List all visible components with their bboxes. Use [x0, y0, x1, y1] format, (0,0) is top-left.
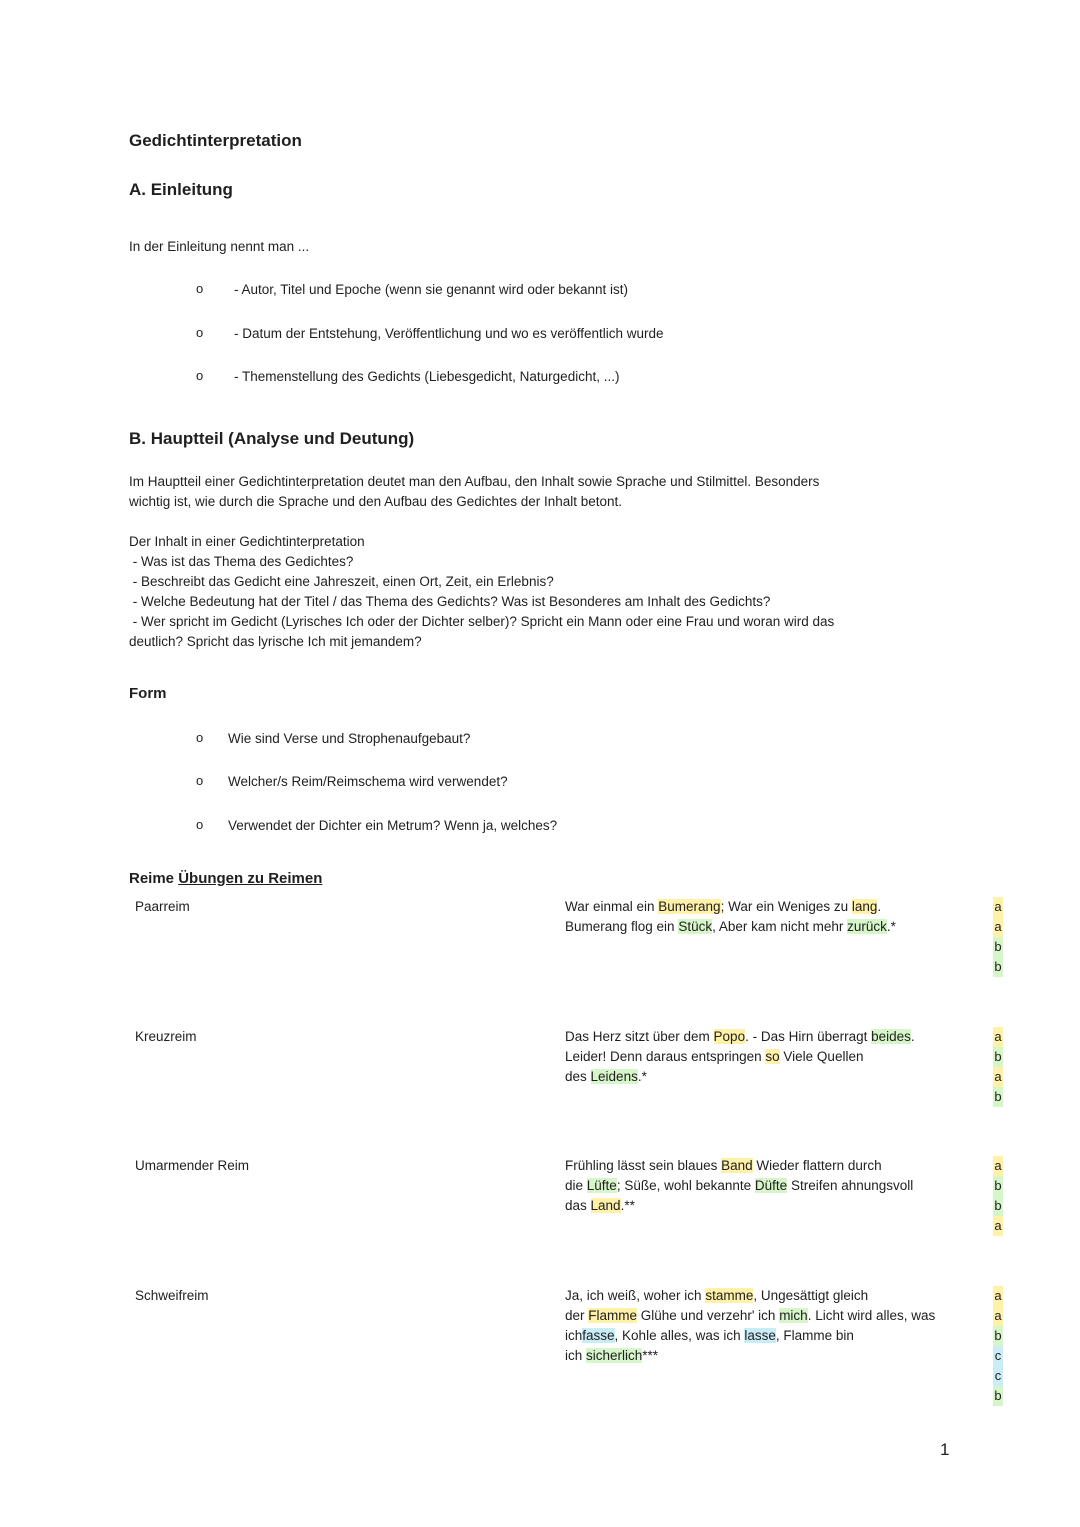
poem-text: Glühe und verzehr' ich — [637, 1308, 780, 1323]
rhyme-scheme-letter: a — [993, 1067, 1003, 1087]
rhyme-word: lasse — [744, 1328, 776, 1343]
bullet-icon: o — [196, 325, 204, 340]
rhyme-word: Leidens — [590, 1069, 638, 1084]
poem-line — [565, 1067, 647, 1087]
inhalt-line: - Was ist das Thema des Gedichtes? — [129, 554, 354, 569]
poem-text: . - Das Hirn überragt — [745, 1029, 872, 1044]
rhyme-word: zurück — [847, 919, 887, 934]
poem-text: Viele Quellen — [779, 1049, 864, 1064]
reime-exercises-link[interactable]: Übungen zu Reimen — [178, 870, 323, 887]
poem-text: War einmal ein — [565, 899, 659, 914]
rhyme-word: Lüfte — [586, 1178, 617, 1193]
rhyme-word: Stück — [678, 919, 713, 934]
rhyme-word: Bumerang — [658, 899, 721, 914]
rhyme-type-label: Paarreim — [135, 899, 190, 914]
poem-text: Leider! Denn daraus entspringen — [565, 1049, 766, 1064]
poem-line — [565, 917, 896, 937]
poem-text: das — [565, 1198, 591, 1213]
bullet-icon: o — [196, 817, 204, 832]
einleitung-item: - Themenstellung des Gedichts (Liebesgedicht, Naturgedicht, ...) — [234, 369, 620, 384]
rhyme-scheme-letter: b — [993, 957, 1003, 977]
poem-text: . — [877, 899, 882, 914]
rhyme-word: Flamme — [588, 1308, 638, 1323]
poem-text: . — [910, 1029, 915, 1044]
form-item: Verwendet der Dichter ein Metrum? Wenn ja, welches? — [228, 818, 558, 833]
rhyme-word: fasse — [582, 1328, 615, 1343]
poem-line — [565, 1286, 868, 1306]
inhalt-line: Der Inhalt in einer Gedichtinterpretation — [129, 534, 365, 549]
rhyme-scheme-letter: a — [993, 1306, 1003, 1326]
poem-text: ; Süße, wohl bekannte — [616, 1178, 755, 1193]
inhalt-line: - Wer spricht im Gedicht (Lyrisches Ich oder der Dichter selber)? Spricht ein Mann oder eine Frau und woran wird das — [129, 614, 835, 629]
bullet-icon: o — [196, 368, 204, 383]
poem-text: *** — [642, 1348, 659, 1363]
rhyme-scheme-letter: a — [993, 1027, 1003, 1047]
poem-line — [565, 1027, 915, 1047]
page-number: 1 — [940, 1440, 950, 1459]
poem-line — [565, 1306, 935, 1326]
poem-text: des — [565, 1069, 591, 1084]
poem-text: ich — [565, 1348, 587, 1363]
hauptteil-paragraph-line: wichtig ist, wie durch die Sprache und den Aufbau des Gedichtes der Inhalt betont. — [129, 494, 623, 509]
poem-text: ; War ein Weniges zu — [720, 899, 852, 914]
rhyme-word: Land — [590, 1198, 621, 1213]
poem-line — [565, 1156, 882, 1176]
rhyme-scheme-letter: a — [993, 897, 1003, 917]
poem-text: , Flamme bin — [775, 1328, 854, 1343]
form-heading: Form — [129, 685, 167, 702]
rhyme-word: sicherlich — [586, 1348, 643, 1363]
poem-text: .* — [886, 919, 896, 934]
poem-text: Ja, ich weiß, woher ich — [565, 1288, 706, 1303]
poem-text: Bumerang flog ein — [565, 919, 679, 934]
poem-text: , Kohle alles, was ich — [614, 1328, 745, 1343]
rhyme-scheme-letter: b — [993, 1196, 1003, 1216]
poem-line — [565, 1176, 913, 1196]
poem-text: .* — [637, 1069, 647, 1084]
form-item: Wie sind Verse und Strophenaufgebaut? — [228, 731, 471, 746]
rhyme-scheme-letter: a — [993, 1156, 1003, 1176]
poem-text: der — [565, 1308, 589, 1323]
reime-heading — [129, 870, 322, 887]
section-a-intro: In der Einleitung nennt man ... — [129, 239, 310, 254]
page-title: Gedichtinterpretation — [129, 131, 302, 150]
poem-text: die — [565, 1178, 587, 1193]
rhyme-scheme-letter: c — [993, 1366, 1003, 1386]
rhyme-scheme-letter: b — [993, 937, 1003, 957]
poem-line — [565, 1047, 863, 1067]
poem-text: Wieder flattern durch — [752, 1158, 882, 1173]
bullet-icon: o — [196, 730, 204, 745]
rhyme-scheme-letter: c — [993, 1346, 1003, 1366]
rhyme-scheme-letter: b — [993, 1326, 1003, 1346]
poem-text: Das Herz sitzt über dem — [565, 1029, 714, 1044]
inhalt-line: - Beschreibt das Gedicht eine Jahreszeit, einen Ort, Zeit, ein Erlebnis? — [129, 574, 554, 589]
inhalt-line: deutlich? Spricht das lyrische Ich mit jemandem? — [129, 634, 422, 649]
poem-line — [565, 1326, 854, 1346]
inhalt-line: - Welche Bedeutung hat der Titel / das Thema des Gedichts? Was ist Besonderes am Inhalt des Gedichts? — [129, 594, 771, 609]
poem-text: , Aber kam nicht mehr — [712, 919, 848, 934]
poem-line — [565, 1196, 635, 1216]
section-b-heading: B. Hauptteil (Analyse und Deutung) — [129, 429, 415, 448]
rhyme-type-label: Umarmender Reim — [135, 1158, 250, 1173]
rhyme-scheme-letter: a — [993, 1286, 1003, 1306]
poem-text: Streifen ahnungsvoll — [787, 1178, 914, 1193]
rhyme-word: Band — [721, 1158, 753, 1173]
bullet-icon: o — [196, 773, 204, 788]
rhyme-word: Düfte — [754, 1178, 788, 1193]
reime-heading-text: Reime — [129, 870, 175, 887]
hauptteil-paragraph-line: Im Hauptteil einer Gedichtinterpretation deutet man den Aufbau, den Inhalt sowie Sprache und Stilmittel. Besonders — [129, 474, 820, 489]
rhyme-scheme-letter: b — [993, 1047, 1003, 1067]
rhyme-scheme-letter: b — [993, 1087, 1003, 1107]
poem-text: .** — [620, 1198, 635, 1213]
rhyme-word: mich — [779, 1308, 808, 1323]
rhyme-word: stamme — [705, 1288, 754, 1303]
poem-line — [565, 1346, 658, 1366]
rhyme-scheme-letter: b — [993, 1386, 1003, 1406]
poem-text: . Licht wird alles, was — [807, 1308, 936, 1323]
rhyme-word: lang — [851, 899, 878, 914]
bullet-icon: o — [196, 281, 204, 296]
einleitung-item: - Datum der Entstehung, Veröffentlichung und wo es veröffentlich wurde — [234, 326, 664, 341]
rhyme-word: Popo — [713, 1029, 746, 1044]
rhyme-word: so — [765, 1049, 780, 1064]
poem-text: Frühling lässt sein blaues — [565, 1158, 722, 1173]
form-item: Welcher/s Reim/Reimschema wird verwendet? — [228, 774, 508, 789]
rhyme-scheme-letter: a — [993, 917, 1003, 937]
rhyme-scheme-letter: a — [993, 1216, 1003, 1236]
section-a-heading: A. Einleitung — [129, 180, 233, 199]
rhyme-word: beides — [871, 1029, 911, 1044]
rhyme-type-label: Kreuzreim — [135, 1029, 197, 1044]
rhyme-type-label: Schweifreim — [135, 1288, 209, 1303]
rhyme-scheme-letter: b — [993, 1176, 1003, 1196]
poem-text: ich — [565, 1328, 583, 1343]
poem-text: , Ungesättigt gleich — [753, 1288, 869, 1303]
poem-line — [565, 897, 881, 917]
einleitung-item: - Autor, Titel und Epoche (wenn sie genannt wird oder bekannt ist) — [234, 282, 628, 297]
